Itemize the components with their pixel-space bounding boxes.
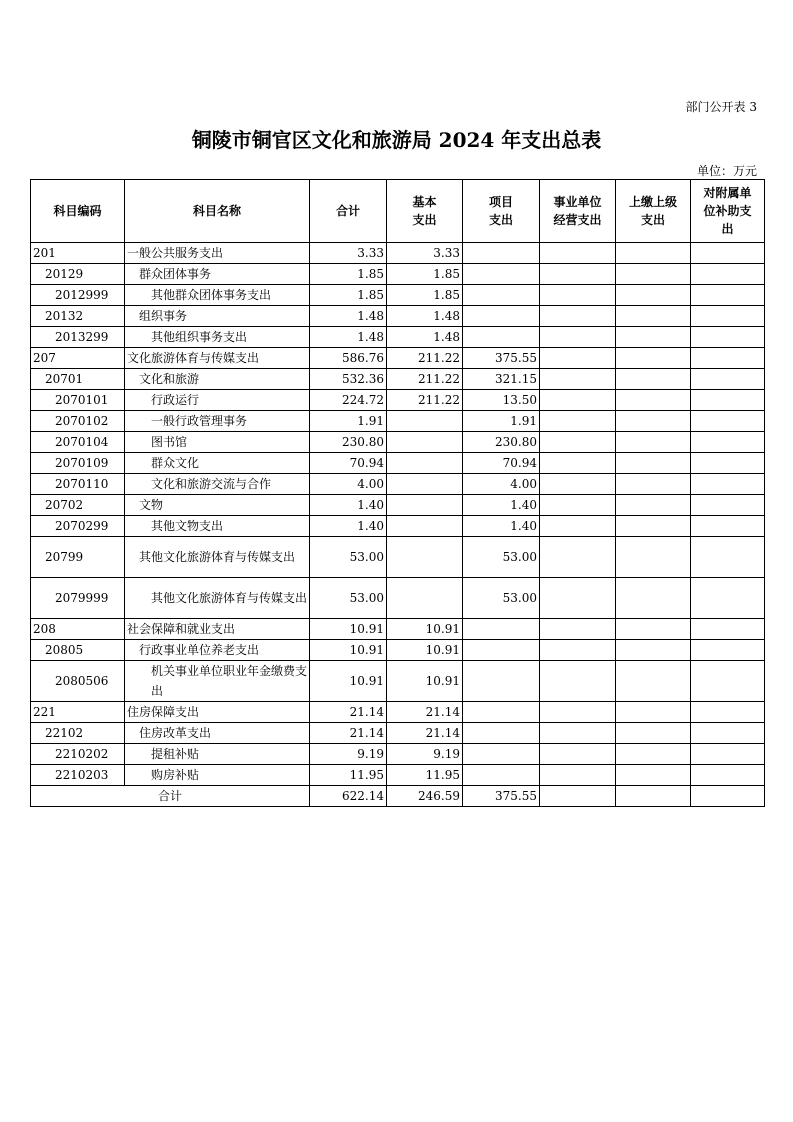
cell-subsidy (691, 578, 765, 619)
cell-code: 2070110 (31, 474, 125, 495)
cell-business (540, 537, 616, 578)
cell-project: 53.00 (463, 537, 540, 578)
cell-project: 1.40 (463, 516, 540, 537)
cell-total: 4.00 (310, 474, 387, 495)
cell-total: 1.40 (310, 495, 387, 516)
cell-project (463, 744, 540, 765)
cell-business (540, 306, 616, 327)
cell-subsidy (691, 661, 765, 702)
cell-basic: 10.91 (387, 640, 463, 661)
cell-subsidy (691, 702, 765, 723)
cell-business (540, 516, 616, 537)
cell-code: 207 (31, 348, 125, 369)
cell-name: 提租补贴 (125, 744, 310, 765)
cell-remit (616, 495, 691, 516)
cell-total: 586.76 (310, 348, 387, 369)
col-header-business: 事业单位 经营支出 (540, 180, 616, 243)
cell-remit (616, 619, 691, 640)
total-label: 合计 (31, 786, 310, 807)
cell-business (540, 474, 616, 495)
table-row (31, 348, 765, 369)
cell-name: 群众文化 (125, 453, 310, 474)
cell-basic: 1.48 (387, 327, 463, 348)
cell-code: 2210202 (31, 744, 125, 765)
cell-subsidy (691, 243, 765, 264)
cell-project: 13.50 (463, 390, 540, 411)
table-row (31, 765, 765, 786)
cell-basic (387, 578, 463, 619)
cell-subsidy (691, 432, 765, 453)
cell-code: 20702 (31, 495, 125, 516)
cell-business (540, 702, 616, 723)
cell-subsidy (691, 537, 765, 578)
cell-subsidy (691, 285, 765, 306)
cell-remit (616, 723, 691, 744)
cell-total: 230.80 (310, 432, 387, 453)
table-row (31, 578, 765, 619)
cell-total: 10.91 (310, 661, 387, 702)
cell-name: 一般公共服务支出 (125, 243, 310, 264)
cell-basic: 11.95 (387, 765, 463, 786)
cell-code: 2210203 (31, 765, 125, 786)
cell-business (540, 390, 616, 411)
cell-business (540, 453, 616, 474)
cell-name: 一般行政管理事务 (125, 411, 310, 432)
cell-name: 购房补贴 (125, 765, 310, 786)
table-header-row (31, 180, 765, 243)
cell-name: 其他文化旅游体育与传媒支出 (125, 578, 310, 619)
cell-remit (616, 537, 691, 578)
total-project: 375.55 (463, 786, 540, 807)
cell-remit (616, 661, 691, 702)
cell-basic (387, 474, 463, 495)
cell-remit (616, 285, 691, 306)
cell-business (540, 327, 616, 348)
total-remit (616, 786, 691, 807)
cell-name: 住房改革支出 (125, 723, 310, 744)
cell-code: 2070299 (31, 516, 125, 537)
cell-subsidy (691, 327, 765, 348)
cell-basic (387, 453, 463, 474)
cell-total: 21.14 (310, 702, 387, 723)
cell-name: 文化和旅游交流与合作 (125, 474, 310, 495)
total-row (31, 786, 765, 807)
cell-remit (616, 390, 691, 411)
cell-code: 221 (31, 702, 125, 723)
cell-total: 53.00 (310, 537, 387, 578)
cell-business (540, 744, 616, 765)
cell-code: 20701 (31, 369, 125, 390)
cell-remit (616, 264, 691, 285)
cell-remit (616, 243, 691, 264)
cell-business (540, 578, 616, 619)
table-row (31, 327, 765, 348)
cell-code: 20799 (31, 537, 125, 578)
cell-subsidy (691, 390, 765, 411)
cell-name: 住房保障支出 (125, 702, 310, 723)
col-header-total: 合计 (310, 180, 387, 243)
cell-name: 群众团体事务 (125, 264, 310, 285)
cell-subsidy (691, 744, 765, 765)
col-header-subsidy: 对附属单 位补助支 出 (691, 180, 765, 243)
cell-remit (616, 744, 691, 765)
table-row (31, 661, 765, 702)
cell-basic: 9.19 (387, 744, 463, 765)
table-row (31, 702, 765, 723)
cell-name: 文物 (125, 495, 310, 516)
cell-code: 2070104 (31, 432, 125, 453)
table-row (31, 453, 765, 474)
cell-project: 375.55 (463, 348, 540, 369)
table-row (31, 432, 765, 453)
cell-code: 2079999 (31, 578, 125, 619)
table-row (31, 285, 765, 306)
cell-name: 组织事务 (125, 306, 310, 327)
cell-basic: 211.22 (387, 390, 463, 411)
cell-subsidy (691, 516, 765, 537)
cell-project (463, 285, 540, 306)
total-sum: 622.14 (310, 786, 387, 807)
cell-code: 208 (31, 619, 125, 640)
cell-code: 2070109 (31, 453, 125, 474)
cell-total: 532.36 (310, 369, 387, 390)
cell-total: 224.72 (310, 390, 387, 411)
cell-project (463, 661, 540, 702)
cell-code: 2080506 (31, 661, 125, 702)
form-number: 部门公开表 3 (685, 100, 757, 114)
cell-project (463, 327, 540, 348)
cell-project (463, 619, 540, 640)
cell-remit (616, 578, 691, 619)
cell-remit (616, 640, 691, 661)
table-row (31, 306, 765, 327)
cell-project (463, 765, 540, 786)
cell-code: 201 (31, 243, 125, 264)
cell-business (540, 723, 616, 744)
cell-code: 2070101 (31, 390, 125, 411)
table-row (31, 516, 765, 537)
cell-business (540, 661, 616, 702)
cell-name: 文化和旅游 (125, 369, 310, 390)
table-row (31, 369, 765, 390)
cell-total: 21.14 (310, 723, 387, 744)
cell-code: 2013299 (31, 327, 125, 348)
cell-subsidy (691, 306, 765, 327)
cell-project (463, 243, 540, 264)
table-row (31, 411, 765, 432)
cell-basic (387, 495, 463, 516)
cell-remit (616, 474, 691, 495)
expenditure-table (30, 179, 765, 807)
cell-business (540, 411, 616, 432)
cell-subsidy (691, 640, 765, 661)
cell-remit (616, 516, 691, 537)
cell-project: 53.00 (463, 578, 540, 619)
cell-basic (387, 516, 463, 537)
cell-project (463, 306, 540, 327)
cell-remit (616, 702, 691, 723)
total-subsidy (691, 786, 765, 807)
cell-name: 行政事业单位养老支出 (125, 640, 310, 661)
cell-subsidy (691, 723, 765, 744)
cell-business (540, 369, 616, 390)
cell-remit (616, 327, 691, 348)
cell-code: 20132 (31, 306, 125, 327)
table-row (31, 537, 765, 578)
table-row (31, 640, 765, 661)
cell-remit (616, 411, 691, 432)
unit-label: 单位：万元 (696, 164, 757, 178)
cell-total: 70.94 (310, 453, 387, 474)
cell-business (540, 765, 616, 786)
cell-code: 2070102 (31, 411, 125, 432)
cell-business (540, 619, 616, 640)
cell-total: 3.33 (310, 243, 387, 264)
cell-remit (616, 348, 691, 369)
cell-subsidy (691, 765, 765, 786)
cell-subsidy (691, 411, 765, 432)
cell-name: 社会保障和就业支出 (125, 619, 310, 640)
cell-project: 321.15 (463, 369, 540, 390)
table-row (31, 723, 765, 744)
cell-basic (387, 411, 463, 432)
cell-name: 文化旅游体育与传媒支出 (125, 348, 310, 369)
cell-basic (387, 432, 463, 453)
cell-name: 其他群众团体事务支出 (125, 285, 310, 306)
cell-project: 1.40 (463, 495, 540, 516)
cell-project: 230.80 (463, 432, 540, 453)
total-business (540, 786, 616, 807)
table-row (31, 619, 765, 640)
col-header-remit: 上缴上级 支出 (616, 180, 691, 243)
cell-business (540, 243, 616, 264)
cell-basic: 3.33 (387, 243, 463, 264)
cell-basic: 1.48 (387, 306, 463, 327)
cell-total: 9.19 (310, 744, 387, 765)
cell-remit (616, 369, 691, 390)
cell-total: 1.85 (310, 264, 387, 285)
cell-code: 20805 (31, 640, 125, 661)
cell-project: 1.91 (463, 411, 540, 432)
table-row (31, 495, 765, 516)
cell-code: 2012999 (31, 285, 125, 306)
cell-name: 图书馆 (125, 432, 310, 453)
total-basic: 246.59 (387, 786, 463, 807)
cell-business (540, 640, 616, 661)
cell-subsidy (691, 619, 765, 640)
cell-name: 其他组织事务支出 (125, 327, 310, 348)
cell-remit (616, 765, 691, 786)
cell-basic: 10.91 (387, 619, 463, 640)
cell-remit (616, 453, 691, 474)
cell-project: 4.00 (463, 474, 540, 495)
cell-basic: 211.22 (387, 348, 463, 369)
col-header-name: 科目名称 (125, 180, 310, 243)
cell-total: 10.91 (310, 619, 387, 640)
table-row (31, 243, 765, 264)
cell-subsidy (691, 264, 765, 285)
cell-business (540, 495, 616, 516)
cell-project (463, 264, 540, 285)
cell-subsidy (691, 348, 765, 369)
cell-basic (387, 537, 463, 578)
cell-business (540, 432, 616, 453)
cell-project: 70.94 (463, 453, 540, 474)
cell-basic: 21.14 (387, 702, 463, 723)
cell-business (540, 348, 616, 369)
cell-subsidy (691, 495, 765, 516)
col-header-project: 项目 支出 (463, 180, 540, 243)
cell-remit (616, 432, 691, 453)
cell-total: 1.91 (310, 411, 387, 432)
cell-code: 20129 (31, 264, 125, 285)
cell-name: 其他文化旅游体育与传媒支出 (125, 537, 310, 578)
col-header-code: 科目编码 (31, 180, 125, 243)
cell-basic: 1.85 (387, 285, 463, 306)
table-row (31, 390, 765, 411)
cell-total: 1.48 (310, 306, 387, 327)
cell-project (463, 702, 540, 723)
cell-project (463, 640, 540, 661)
cell-basic: 211.22 (387, 369, 463, 390)
cell-total: 11.95 (310, 765, 387, 786)
page-title: 铜陵市铜官区文化和旅游局 2024 年支出总表 (191, 128, 602, 152)
cell-business (540, 285, 616, 306)
cell-code: 22102 (31, 723, 125, 744)
cell-basic: 21.14 (387, 723, 463, 744)
cell-subsidy (691, 369, 765, 390)
cell-name: 机关事业单位职业年金缴费支出 (125, 661, 310, 702)
table-row (31, 474, 765, 495)
cell-project (463, 723, 540, 744)
cell-total: 1.48 (310, 327, 387, 348)
cell-remit (616, 306, 691, 327)
cell-total: 53.00 (310, 578, 387, 619)
table-row (31, 744, 765, 765)
cell-name: 其他文物支出 (125, 516, 310, 537)
cell-subsidy (691, 474, 765, 495)
cell-business (540, 264, 616, 285)
cell-basic: 10.91 (387, 661, 463, 702)
col-header-basic: 基本 支出 (387, 180, 463, 243)
cell-total: 10.91 (310, 640, 387, 661)
cell-subsidy (691, 453, 765, 474)
table-row (31, 264, 765, 285)
cell-basic: 1.85 (387, 264, 463, 285)
cell-total: 1.40 (310, 516, 387, 537)
cell-name: 行政运行 (125, 390, 310, 411)
cell-total: 1.85 (310, 285, 387, 306)
